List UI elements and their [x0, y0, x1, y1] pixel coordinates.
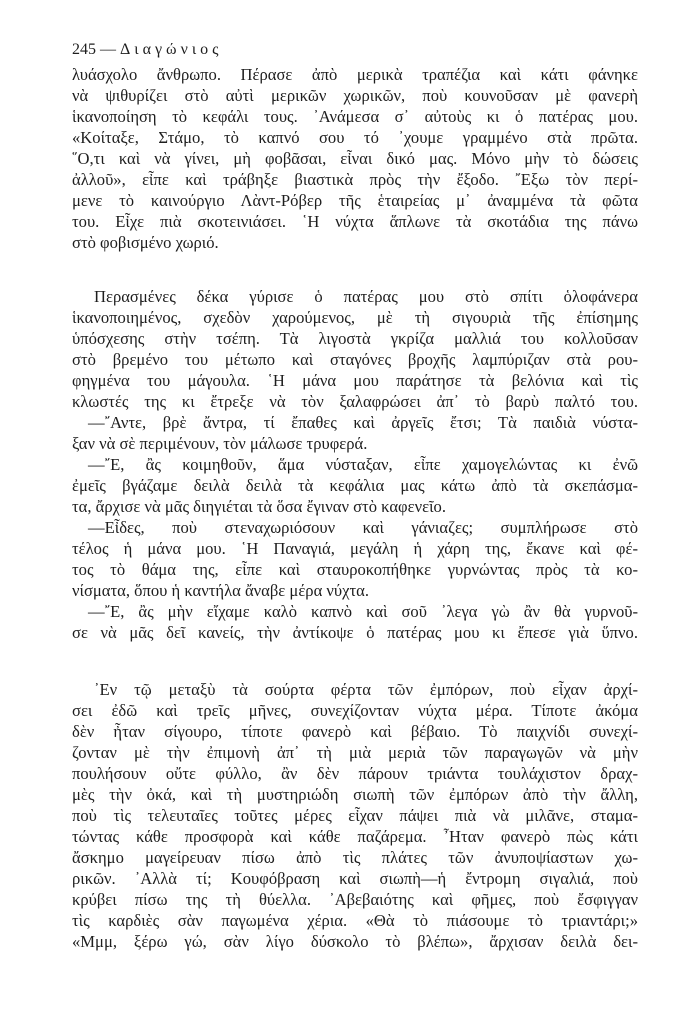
text-line: φηγμένα του μάγουλα. ῾Η μάνα μου παράτησε τὰ βελόνια καὶ τὶς	[72, 371, 638, 390]
text-line: τα, ἄρχισε νὰ μᾶς διηγιέται τὰ ὅσα ἔγιναν στὸ καφενεῖο.	[72, 497, 446, 516]
text-line: ρικῶν. ᾿Αλλὰ τί; Κουφόβραση καὶ σιωπὴ—ἡ ἔντρομη σιγαλιά, ποὺ	[72, 869, 638, 888]
running-header	[72, 41, 222, 59]
text-line: —῎Αντε, βρὲ ἄντρα, τί ἔπαθες καὶ ἀργεῖς ἔτσι; Τὰ παιδιὰ νύστα-	[88, 413, 638, 432]
text-line: «Κοίταξε, Στάμο, τὸ καπνό σου τό ᾽χουμε γραμμένο στὰ πρῶτα.	[72, 128, 638, 147]
text-line: τος τὸ θάμα της, εἶπε καὶ σταυροκοπήθηκε γυρνώντας πρὸς τὰ κο-	[72, 560, 638, 579]
text-line: του. Εἶχε πιὰ σκοτεινιάσει. ῾Η νύχτα ἅπλωνε τὰ σκοτάδια της πάνω	[72, 212, 638, 231]
text-line: νίσματα, ὅπου ἡ καντήλα ἄναβε μέρα νύχτα.	[72, 581, 370, 600]
text-line: ἀλλοῦ», εἶπε καὶ τράβηξε βιαστικὰ πρὸς τὴν ἔξοδο. ῎Εξω τὸν περί-	[72, 170, 638, 189]
text-line: στὸ φοβισμένο χωριό.	[72, 233, 219, 252]
text-line: ἱκανοποιημένος, σχεδὸν χαρούμενος, μὲ τὴ σιγουριὰ τῆς ἐπίσημης	[72, 308, 638, 327]
text-line: τώντας κάθε προσφορὰ καὶ κάθε παζάρεμα. ῏Ηταν φανερὸ πὼς κάτι	[72, 827, 638, 846]
text-line: «Μμμ, ξέρω γώ, σὰν λίγο δύσκολο τὸ βλέπω», ἄρχισαν δειλὰ δει-	[72, 932, 638, 951]
text-line: ποὺ τὶς τελευταῖες τοῦτες μέρες εἶχαν πάψει πιὰ νὰ μιλᾶνε, σταμα-	[72, 806, 638, 825]
text-line: νὰ ψιθυρίζει στὸ αὐτὶ μερικῶν χωρικῶν, ποὺ κουνοῦσαν μὲ φανερὴ	[72, 86, 638, 105]
text-line: ἐμεῖς βγάζαμε δειλὰ δειλὰ τὰ κεφάλια μας κάτω ἀπὸ τὰ σκεπάσμα-	[72, 476, 638, 495]
text-line: τέλος ἡ μάνα μου. ῾Η Παναγιά, μεγάλη ἡ χάρη της, ἔκανε καὶ φέ-	[72, 539, 638, 558]
text-line: στὸ βρεμένο του μέτωπο καὶ σταγόνες βροχῆς λαμπύριζαν στὰ ρου-	[72, 350, 638, 369]
text-line: ῞Ο,τι καὶ νὰ γίνει, μὴ φοβᾶσαι, εἶναι δικό μας. Μόνο μὴν τὸ δώσεις	[72, 149, 638, 168]
text-line: λυάσχολο ἄνθρωπο. Πέρασε ἀπὸ μερικὰ τραπέζια καὶ κάτι φάνηκε	[72, 65, 638, 84]
book-title: Διαγώνιος	[120, 41, 223, 58]
text-line: —Εἶδες, ποὺ στεναχωριόσουν καὶ γάνιαζες; συμπλήρωσε στὸ	[88, 518, 638, 537]
text-line: πουλήσουν οὔτε φύλλο, ἂν δὲν πάρουν τριάντα τουλάχιστον δραχ-	[72, 764, 638, 783]
text-line: μενε τὸ καινούργιο Λὰντ-Ρόβερ τῆς ἑταιρείας μ᾿ ἀναμμένα τὰ φῶτα	[72, 191, 638, 210]
text-line: ὑπόσχεσης στὴν τσέπη. Τὰ λιγοστὰ γκρίζα μαλλιά του κολλοῦσαν	[72, 329, 638, 348]
text-line: ζονταν μὲ τὴν ἐπιμονὴ ἀπ᾿ τὴ μιὰ μεριὰ τῶν παραγωγῶν νὰ μὴν	[72, 743, 638, 762]
text-line: Περασμένες δέκα γύρισε ὁ πατέρας μου στὸ σπίτι ὁλοφάνερα	[94, 287, 638, 306]
text-line: κλωστές της κι ἔτρεξε νὰ τὸν ξαλαφρώσει ἀπ᾿ τὸ βαρὺ παλτό του.	[72, 392, 638, 411]
text-line: σε νὰ μᾶς δεῖ κανείς, τὴν ἀντίκοψε ὁ πατέρας μου κι ἔπεσε γιὰ ὕπνο.	[72, 623, 638, 642]
text-line: ἄσκημο μαγείρευαν πίσω ἀπὸ τὶς πλάτες τῶν ἀνυποψίαστων χω-	[72, 848, 638, 867]
page-number: 245	[72, 41, 96, 58]
text-line: κρύβει πίσω της τὴ θύελλα. ᾿Αβεβαιότης καὶ φῆμες, ποὺ ἔσφιγγαν	[72, 890, 638, 909]
text-line: —῎Ε, ἂς κοιμηθοῦν, ἅμα νύσταξαν, εἶπε χαμογελώντας κι ἐνῶ	[88, 455, 638, 474]
paragraph	[72, 286, 638, 643]
text-line: τὶς καρδιὲς σὰν παγωμένα χέρια. «Θὰ τὸ πιάσουμε τὸ τριαντάρι;»	[72, 911, 638, 930]
text-line: —῎Ε, ἂς μὴν εἴχαμε καλὸ καπνὸ καὶ σοῦ ᾽λεγα γὼ ἂν θὰ γυρνοῦ-	[88, 602, 638, 621]
text-line: μὲς τὴν ὀκά, καὶ τὴ μυστηριώδη σιωπὴ τῶν ἐμπόρων ἀπὸ τὴν ἄλλη,	[72, 785, 638, 804]
text-line: ᾿Εν τῷ μεταξὺ τὰ σούρτα φέρτα τῶν ἐμπόρων, ποὺ εἶχαν ἀρχί-	[94, 680, 638, 699]
paragraph	[72, 64, 638, 253]
header-separator: —	[100, 41, 116, 58]
paragraph	[72, 679, 638, 952]
text-line: ξαν νὰ σὲ περιμένουν, τὸν μάλωσε τρυφερά.	[72, 434, 368, 453]
text-line: ἱκανοποίηση τὸ κεφάλι τους. ᾿Ανάμεσα σ᾿ αὐτοὺς κι ὁ πατέρας μου.	[72, 107, 638, 126]
text-line: δὲν ἦταν σίγουρο, τίποτε φανερὸ καὶ βέβαιο. Τὸ παιχνίδι συνεχί-	[72, 722, 638, 741]
text-line: σει ἐδῶ καὶ τρεῖς μῆνες, συνεχίζονταν νύχτα μέρα. Τίποτε ἀκόμα	[72, 701, 638, 720]
